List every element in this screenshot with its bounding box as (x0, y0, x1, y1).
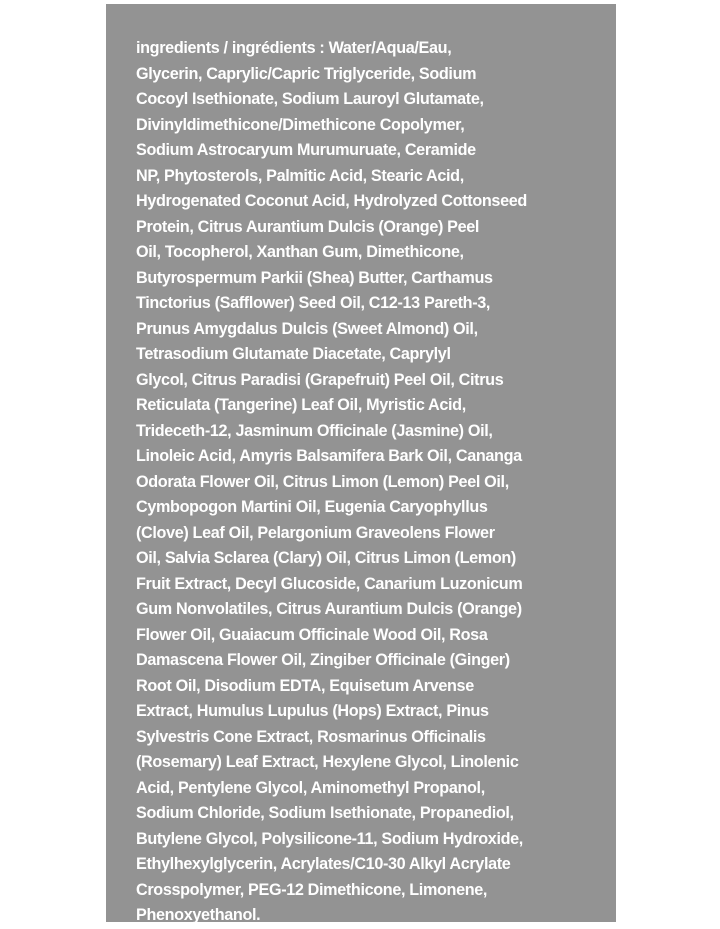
ingredients-line: Hydrogenated Coconut Acid, Hydrolyzed Cottonseed (136, 192, 527, 210)
ingredients-line: Oil, Salvia Sclarea (Clary) Oil, Citrus Limon (Lemon) (136, 549, 516, 567)
ingredients-panel (106, 4, 616, 922)
ingredients-line: Gum Nonvolatiles, Citrus Aurantium Dulcis (Orange) (136, 600, 522, 618)
ingredients-line: Damascena Flower Oil, Zingiber Officinale (Ginger) (136, 651, 510, 669)
ingredients-line: Cocoyl Isethionate, Sodium Lauroyl Glutamate, (136, 90, 484, 108)
ingredients-text (136, 36, 598, 929)
ingredients-line: Prunus Amygdalus Dulcis (Sweet Almond) Oil, (136, 319, 478, 338)
ingredients-line: Trideceth-12, Jasminum Officinale (Jasmine) Oil, (136, 421, 493, 440)
ingredients-line: Glycerin, Caprylic/Capric Triglyceride, Sodium (136, 64, 477, 83)
ingredients-line: Oil, Tocopherol, Xanthan Gum, Dimethicone, (136, 243, 464, 261)
ingredients-line: Flower Oil, Guaiacum Officinale Wood Oil, Rosa (136, 625, 488, 644)
ingredients-line: Sodium Chloride, Sodium Isethionate, Propanediol, (136, 804, 514, 822)
ingredients-line: Phenoxyethanol. (136, 906, 261, 924)
ingredients-line: (Clove) Leaf Oil, Pelargonium Graveolens Flower (136, 523, 495, 542)
ingredients-line: ingredients / ingrédients : Water/Aqua/Eau, (136, 39, 452, 57)
ingredients-line: Odorata Flower Oil, Citrus Limon (Lemon) Peel Oil, (136, 472, 509, 491)
ingredients-line: Butylene Glycol, Polysilicone-11, Sodium Hydroxide, (136, 829, 523, 848)
ingredients-line: Butyrospermum Parkii (Shea) Butter, Carthamus (136, 268, 493, 287)
ingredients-line: (Rosemary) Leaf Extract, Hexylene Glycol, Linolenic (136, 753, 519, 771)
ingredients-line: NP, Phytosterols, Palmitic Acid, Stearic Acid, (136, 166, 464, 185)
ingredients-line: Acid, Pentylene Glycol, Aminomethyl Propanol, (136, 778, 485, 797)
ingredients-line: Divinyldimethicone/Dimethicone Copolymer, (136, 115, 465, 134)
ingredients-line: Extract, Humulus Lupulus (Hops) Extract, Pinus (136, 702, 489, 720)
ingredients-line: Fruit Extract, Decyl Glucoside, Canarium Luzonicum (136, 574, 523, 593)
ingredients-line: Root Oil, Disodium EDTA, Equisetum Arvense (136, 676, 474, 695)
ingredients-line: Tinctorius (Safflower) Seed Oil, C12-13 Pareth-3, (136, 294, 491, 312)
ingredients-line: Ethylhexylglycerin, Acrylates/C10-30 Alkyl Acrylate (136, 855, 511, 873)
ingredients-line: Sylvestris Cone Extract, Rosmarinus Officinalis (136, 727, 486, 746)
ingredients-line: Protein, Citrus Aurantium Dulcis (Orange) Peel (136, 217, 480, 236)
ingredients-line: Glycol, Citrus Paradisi (Grapefruit) Peel Oil, Citrus (136, 370, 504, 389)
ingredients-line: Sodium Astrocaryum Murumuruate, Ceramide (136, 141, 476, 159)
ingredients-line: Crosspolymer, PEG-12 Dimethicone, Limonene, (136, 880, 488, 899)
ingredients-line: Cymbopogon Martini Oil, Eugenia Caryophyllus (136, 498, 488, 516)
ingredients-line: Reticulata (Tangerine) Leaf Oil, Myristic Acid, (136, 396, 466, 414)
ingredients-line: Tetrasodium Glutamate Diacetate, Caprylyl (136, 345, 451, 363)
ingredients-line: Linoleic Acid, Amyris Balsamifera Bark Oil, Cananga (136, 447, 522, 465)
